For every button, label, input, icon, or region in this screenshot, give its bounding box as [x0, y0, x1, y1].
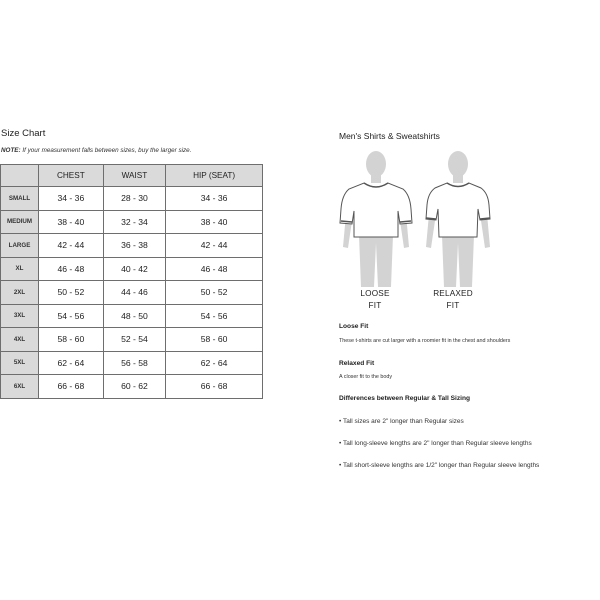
waist-cell: 48 - 50 [103, 304, 165, 328]
hip-cell: 34 - 36 [166, 187, 263, 211]
loose-fit-figure-icon [331, 147, 421, 287]
size-chart-note [1, 147, 191, 154]
table-row [1, 234, 263, 258]
table-row [1, 351, 263, 375]
hip-cell: 66 - 68 [166, 375, 263, 399]
waist-cell: 60 - 62 [103, 375, 165, 399]
note-prefix: NOTE: [1, 147, 21, 154]
table-row [1, 375, 263, 399]
chest-cell: 58 - 60 [39, 328, 104, 352]
waist-cell: 52 - 54 [103, 328, 165, 352]
table-row [1, 257, 263, 281]
hip-cell: 54 - 56 [166, 304, 263, 328]
table-row [1, 281, 263, 305]
hip-cell: 58 - 60 [166, 328, 263, 352]
hip-cell: 42 - 44 [166, 234, 263, 258]
row-size-label: XL [1, 257, 39, 281]
table-row [1, 304, 263, 328]
waist-cell: 28 - 30 [103, 187, 165, 211]
table-header-row [1, 165, 263, 187]
row-size-label: 5XL [1, 351, 39, 375]
sizing-bullet: • Tall long-sleeve lengths are 2" longer than Regular sleeve lengths [339, 440, 532, 447]
relaxed-fit-heading: Relaxed Fit [339, 360, 375, 367]
waist-cell: 36 - 38 [103, 234, 165, 258]
column-header-chest: CHEST [39, 165, 104, 187]
hip-cell: 50 - 52 [166, 281, 263, 305]
mens-shirts-title: Men's Shirts & Sweatshirts [339, 131, 440, 141]
chest-cell: 42 - 44 [39, 234, 104, 258]
loose-fit-label-line1: LOOSE [360, 289, 390, 298]
table-corner-cell [1, 165, 39, 187]
chest-cell: 62 - 64 [39, 351, 104, 375]
waist-cell: 40 - 42 [103, 257, 165, 281]
row-size-label: 2XL [1, 281, 39, 305]
chest-cell: 66 - 68 [39, 375, 104, 399]
relaxed-fit-label-line2: FIT [446, 301, 460, 310]
loose-fit-label-line2: FIT [368, 301, 382, 310]
sizing-bullet: • Tall sizes are 2" longer than Regular sizes [339, 418, 464, 425]
relaxed-fit-figure-icon [413, 147, 503, 287]
chest-cell: 38 - 40 [39, 210, 104, 234]
loose-fit-label [345, 288, 405, 312]
waist-cell: 32 - 34 [103, 210, 165, 234]
table-row [1, 187, 263, 211]
row-size-label: 6XL [1, 375, 39, 399]
table-row [1, 210, 263, 234]
waist-cell: 44 - 46 [103, 281, 165, 305]
loose-fit-description: These t-shirts are cut larger with a roomier fit in the chest and shoulders [339, 338, 511, 344]
chest-cell: 34 - 36 [39, 187, 104, 211]
chest-cell: 46 - 48 [39, 257, 104, 281]
hip-cell: 38 - 40 [166, 210, 263, 234]
table-row [1, 328, 263, 352]
hip-cell: 62 - 64 [166, 351, 263, 375]
row-size-label: LARGE [1, 234, 39, 258]
chest-cell: 50 - 52 [39, 281, 104, 305]
waist-cell: 56 - 58 [103, 351, 165, 375]
row-size-label: 4XL [1, 328, 39, 352]
relaxed-fit-label [423, 288, 483, 312]
size-table [0, 164, 263, 399]
row-size-label: MEDIUM [1, 210, 39, 234]
sizing-differences-heading: Differences between Regular & Tall Sizing [339, 395, 471, 402]
relaxed-fit-description: A closer fit to the body [339, 374, 393, 380]
note-text: If your measurement falls between sizes, buy the larger size. [20, 147, 192, 154]
row-size-label: SMALL [1, 187, 39, 211]
chest-cell: 54 - 56 [39, 304, 104, 328]
hip-cell: 46 - 48 [166, 257, 263, 281]
sizing-bullet: • Tall short-sleeve lengths are 1/2" longer than Regular sleeve lengths [339, 462, 540, 469]
relaxed-fit-label-line1: RELAXED [433, 289, 473, 298]
size-chart-title: Size Chart [1, 128, 46, 139]
column-header-waist: WAIST [103, 165, 165, 187]
column-header-hip: HIP (SEAT) [166, 165, 263, 187]
row-size-label: 3XL [1, 304, 39, 328]
loose-fit-heading: Loose Fit [339, 323, 369, 330]
